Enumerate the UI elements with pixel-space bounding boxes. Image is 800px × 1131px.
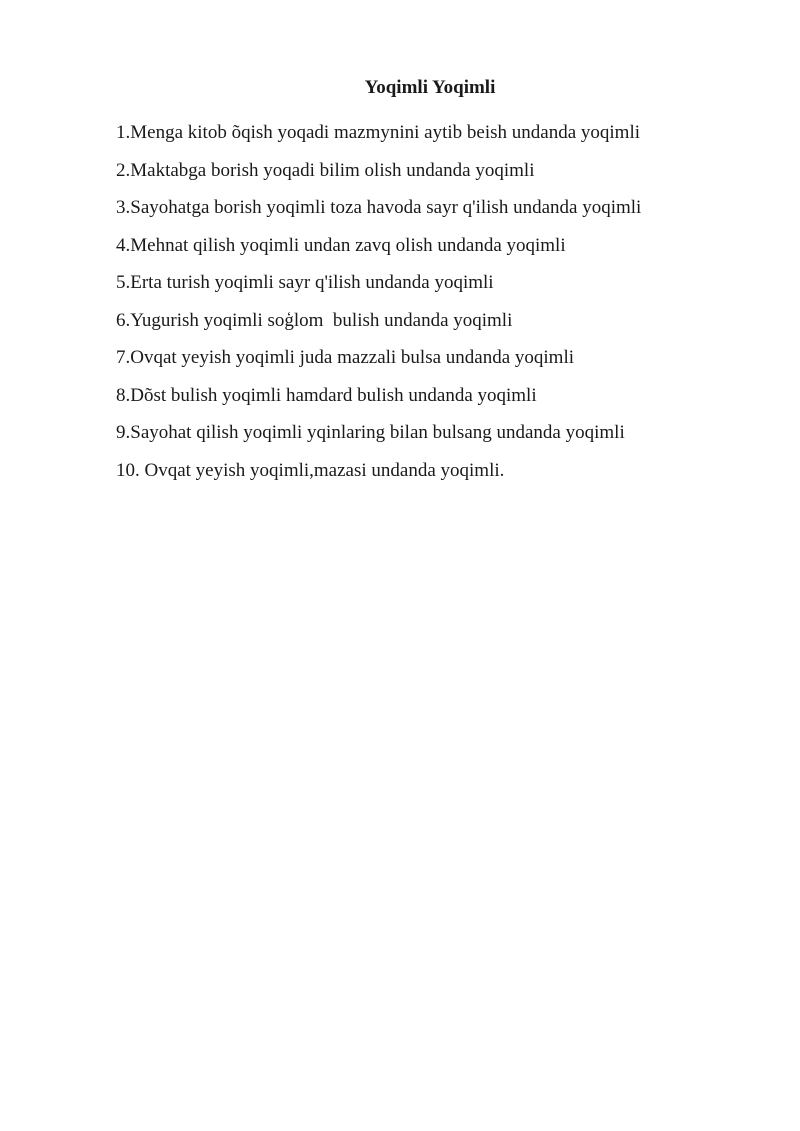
list-item: 4.Mehnat qilish yoqimli undan zavq olish undanda yoqimli	[116, 234, 566, 256]
list-item: 3.Sayohatga borish yoqimli toza havoda sayr q'ilish undanda yoqimli	[116, 197, 642, 218]
document-title: Yoqimli Yoqimli	[364, 77, 496, 98]
list-item: 6.Yugurish yoqimli soģlom bulish undanda yoqimli	[116, 309, 513, 331]
list-item: 1.Menga kitob õqish yoqadi mazmynini aytib beish undanda yoqimli	[116, 122, 641, 143]
list-item: 5.Erta turish yoqimli sayr q'ilish undanda yoqimli	[116, 272, 494, 293]
list-item: 7.Ovqat yeyish yoqimli juda mazzali bulsa undanda yoqimli	[116, 347, 575, 368]
list-item: 9.Sayohat qilish yoqimli yqinlaring bilan bulsang undanda yoqimli	[116, 422, 625, 443]
document-body	[116, 114, 786, 489]
list-item: 8.Dõst bulish yoqimli hamdard bulish undanda yoqimli	[116, 384, 537, 406]
list-item: 10. Ovqat yeyish yoqimli,mazasi undanda yoqimli.	[116, 459, 505, 481]
list-item: 2.Maktabga borish yoqadi bilim olish undanda yoqimli	[116, 159, 535, 181]
